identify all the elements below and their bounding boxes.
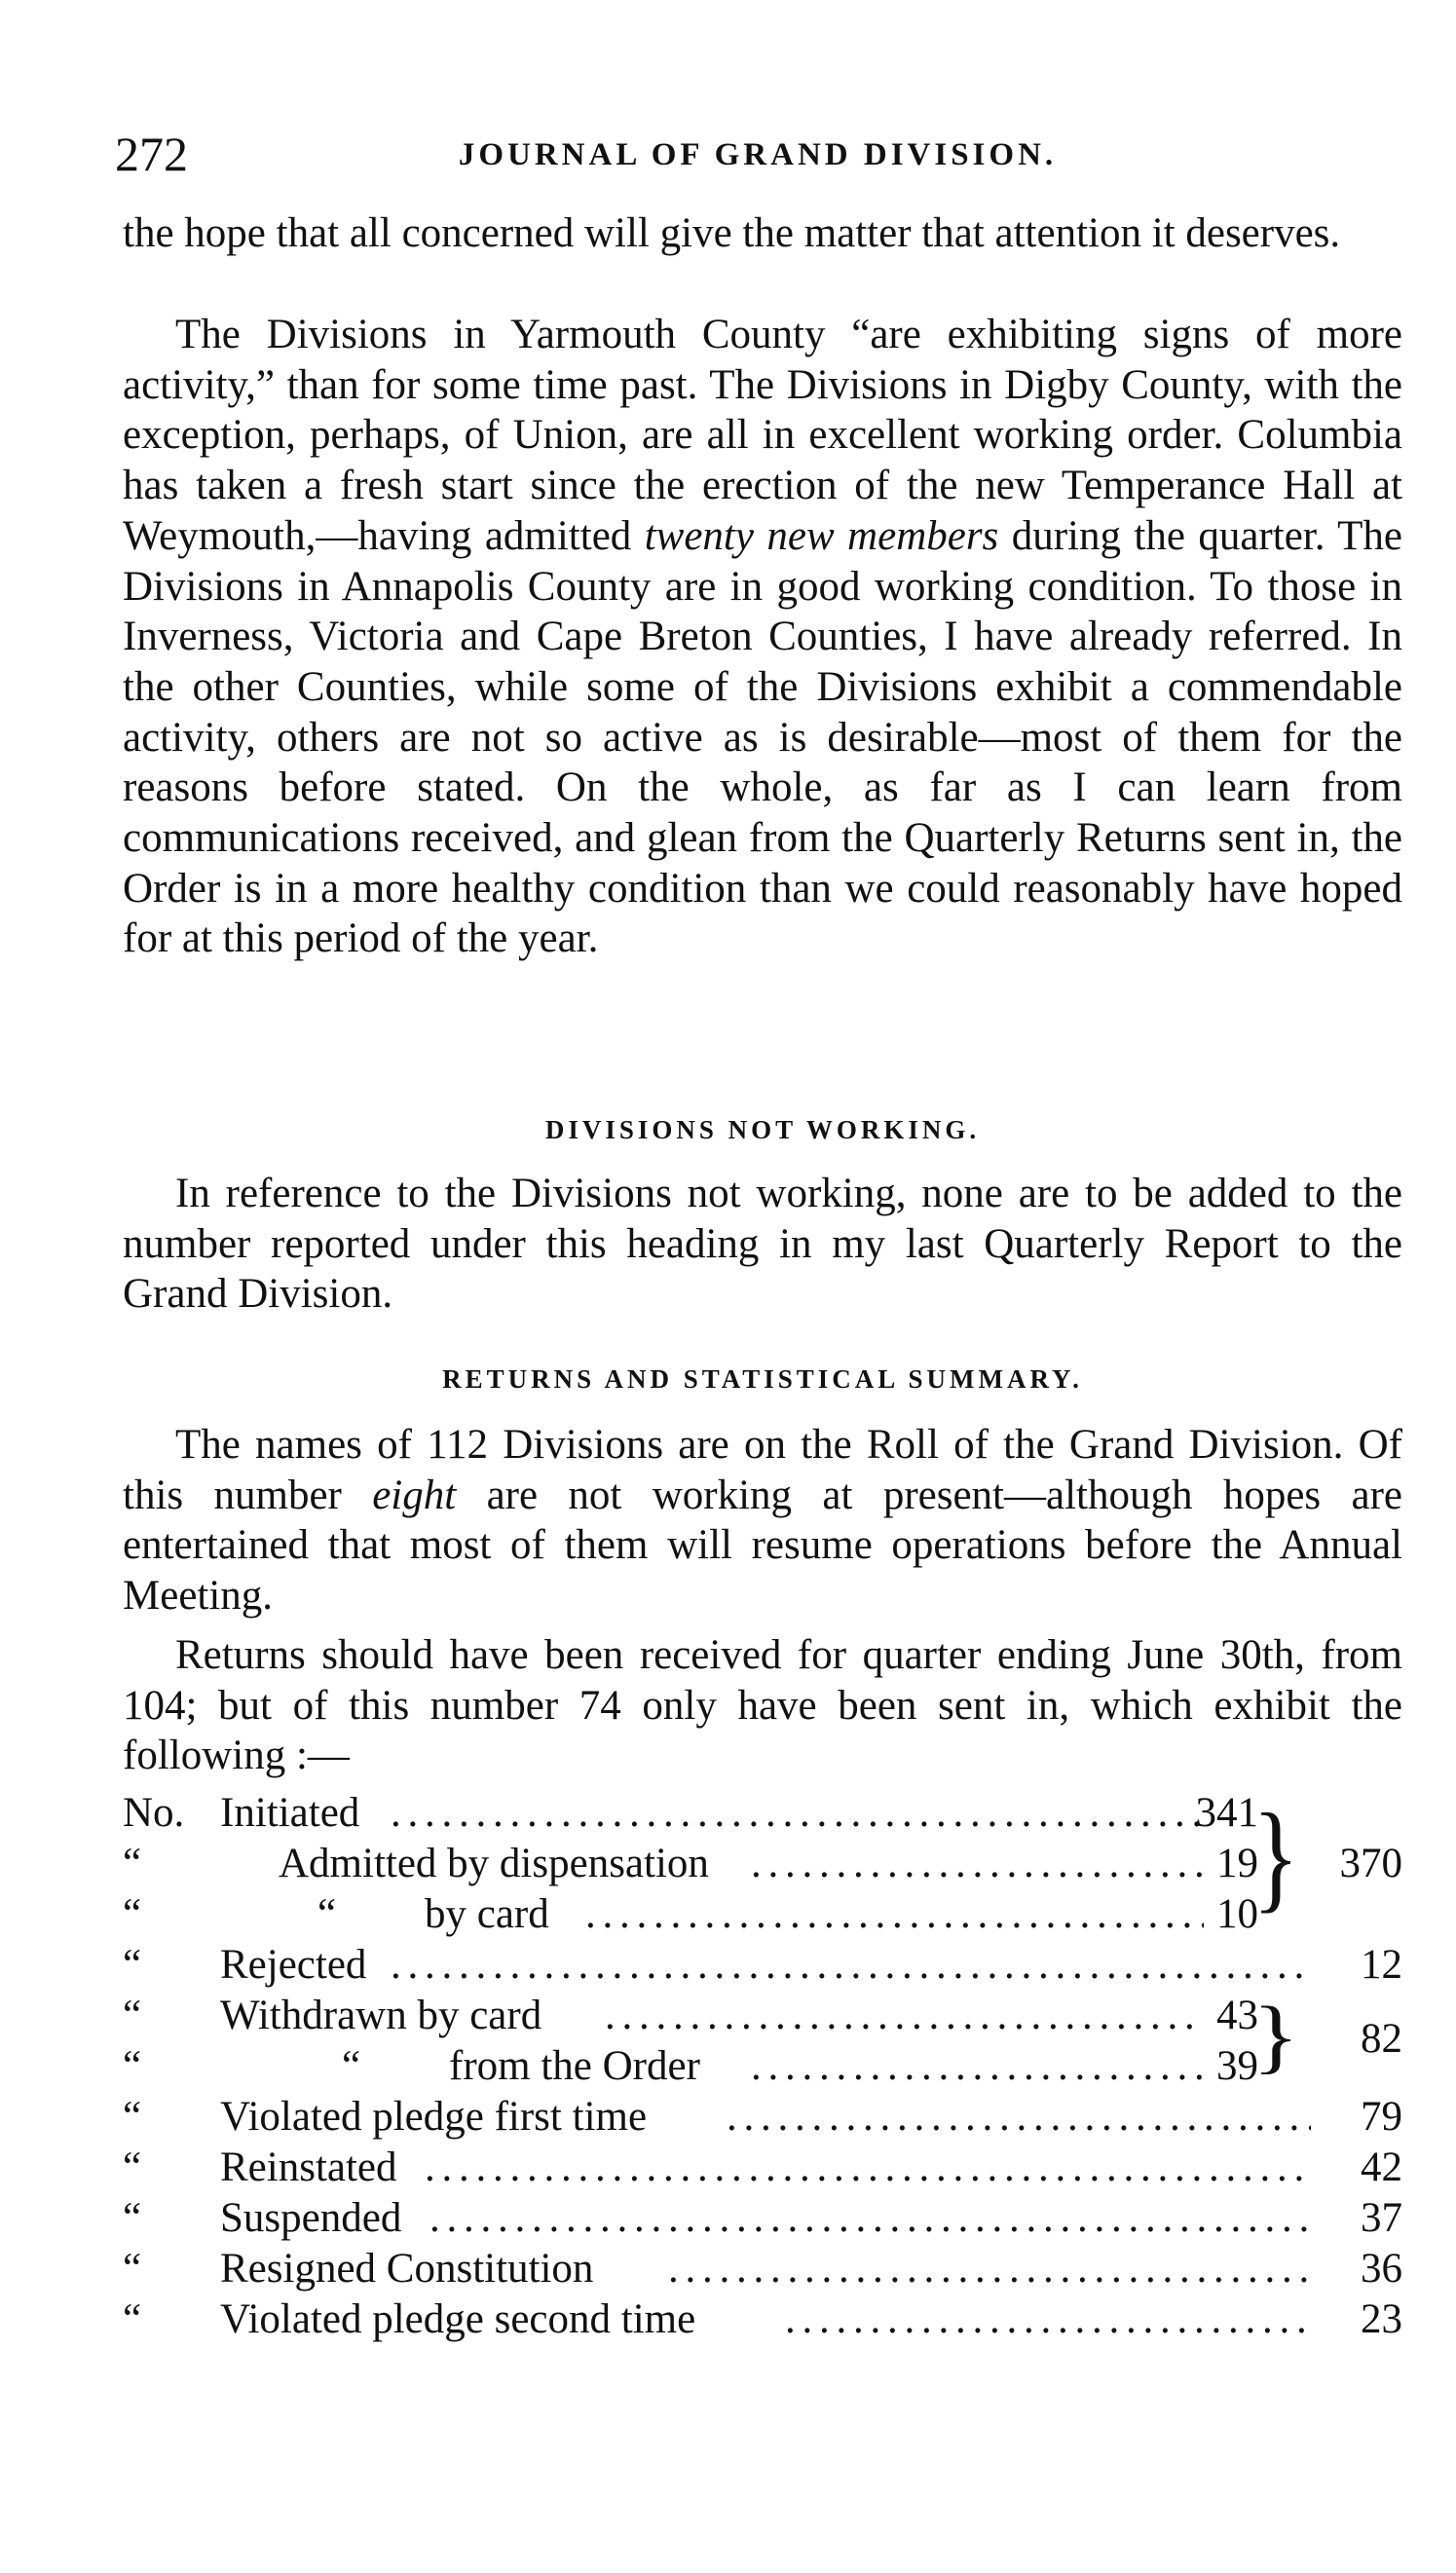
paragraph-continuation: the hope that all concerned will give the matter that attention it deserves. <box>123 210 1341 256</box>
table-row <box>123 2244 1402 2294</box>
row-sub-value: 39 <box>1216 2043 1258 2089</box>
row-total-value: 12 <box>1361 1942 1402 1988</box>
dot-leader <box>785 2294 1311 2345</box>
row-label: Resigned Constitution <box>220 2246 594 2292</box>
dot-leader <box>391 1788 1203 1839</box>
paragraph-text: during the quarter. The Divisions in Annapolis County are in good working condition. To those in Inverness, Victoria and Cape Breton Counties, I have already referred. In the other Counties, while some of the Divisions exhibit a commendable activity, others are not so active as is desirable—most of them for the reasons before stated. On the whole, as far as I can learn from communications received, and glean from the Quarterly Returns sent in, the Order is in a more healthy condition than we could reasonably have hoped for at this period of the year. <box>123 512 1402 962</box>
row-label: by card <box>425 1891 549 1937</box>
table-row <box>123 2092 1402 2143</box>
row-lead: “ <box>123 2246 142 2292</box>
row-label: from the Order <box>449 2043 700 2089</box>
table-row <box>123 2041 1402 2092</box>
row-label: Initiated <box>220 1790 360 1836</box>
row-lead: “ <box>123 1942 142 1988</box>
row-label: Rejected <box>220 1942 367 1988</box>
row-lead: “ <box>123 1891 142 1937</box>
dot-leader <box>751 2041 1204 2092</box>
row-total-value: 23 <box>1361 2296 1402 2342</box>
row-total-value: 42 <box>1361 2144 1402 2190</box>
table-row <box>123 2294 1402 2345</box>
journal-title: JOURNAL OF GRAND DIVISION. <box>458 137 1058 172</box>
table-row <box>123 1839 1402 1889</box>
row-lead: No. <box>123 1790 185 1836</box>
dot-leader <box>429 2193 1311 2244</box>
row-label: Reinstated <box>220 2144 397 2190</box>
running-head <box>115 125 1400 183</box>
row-lead: “ <box>123 1993 142 2038</box>
emphasis-text: eight <box>372 1472 457 1518</box>
row-sub-value: 43 <box>1216 1993 1258 2038</box>
group-total-withdrawn: 82 <box>1361 2016 1402 2062</box>
dot-leader <box>605 1991 1204 2041</box>
row-label: Admitted by dispensation <box>279 1841 709 1886</box>
row-label: Withdrawn by card <box>220 1993 542 2038</box>
table-row <box>123 1788 1402 1839</box>
brace-admitted-group: } <box>1252 1788 1299 1924</box>
row-lead: “ <box>123 2043 142 2089</box>
table-row <box>123 1940 1402 1991</box>
table-row <box>123 2193 1402 2244</box>
dot-leader <box>727 2092 1311 2143</box>
row-label: Violated pledge first time <box>220 2094 648 2140</box>
brace-withdrawn-group: } <box>1252 1989 1299 2082</box>
row-total-value: 37 <box>1361 2195 1402 2241</box>
row-sub-value: 19 <box>1216 1841 1258 1886</box>
row-lead: “ <box>123 2144 142 2190</box>
row-label: Violated pledge second time <box>220 2296 696 2342</box>
row-total-value: 79 <box>1361 2094 1402 2140</box>
section-heading-divisions-not-working: DIVISIONS NOT WORKING. <box>544 1115 981 1144</box>
dot-leader <box>751 1839 1204 1889</box>
ditto-mark: “ <box>317 1891 337 1937</box>
row-label: Suspended <box>220 2195 402 2241</box>
paragraph-divisions-not-working: In reference to the Divisions not working, none are to be added to the number reported under this heading in my last Quarterly Report to the Grand Division. <box>123 1171 1402 1318</box>
row-sub-value: 341 <box>1195 1790 1258 1836</box>
row-sub-value: 10 <box>1216 1891 1258 1937</box>
dot-leader <box>585 1889 1204 1940</box>
row-lead: “ <box>123 2296 142 2342</box>
table-row <box>123 2143 1402 2193</box>
dot-leader <box>668 2244 1311 2294</box>
row-total-value: 36 <box>1361 2246 1402 2292</box>
row-lead: “ <box>123 2094 142 2140</box>
table-row <box>123 1991 1402 2041</box>
dot-leader <box>391 1940 1311 1991</box>
paragraph-roll-of-divisions <box>123 1420 1402 1622</box>
paragraph-text: The names of 112 Divisions are on the Roll of the Grand Division. Of this number <box>123 1422 1402 1518</box>
statistical-summary-table <box>123 1788 1402 2345</box>
emphasis-text: twenty new members <box>644 512 999 559</box>
paragraph-returns-received: Returns should have been received for quarter ending June 30th, from 104; but of this number 74 only have been sent in, which exhibit the following :— <box>123 1632 1402 1779</box>
page-number: 272 <box>115 127 188 181</box>
paragraph-text: are not working at present—although hopes are entertained that most of them will resume operations before the Annual Meeting. <box>123 1472 1403 1620</box>
row-lead: “ <box>123 2195 142 2241</box>
row-lead: “ <box>123 1841 142 1886</box>
paragraph-county-divisions <box>123 310 1402 964</box>
table-row <box>123 1889 1402 1940</box>
section-heading-returns-summary: RETURNS AND STATISTICAL SUMMARY. <box>442 1364 1083 1394</box>
paragraph-text: The Divisions in Yarmouth County “are exhibiting signs of more activity,” than for some time past. The Divisions in Digby County, with the exception, perhaps, of Union, are all in excellent working order. Columbia has taken a fresh start since the erection of the new Temperance Hall at Weymouth,—having admitted <box>123 312 1402 559</box>
dot-leader <box>425 2143 1311 2193</box>
group-total-admitted: 370 <box>1339 1841 1402 1886</box>
ditto-mark: “ <box>342 2043 361 2089</box>
